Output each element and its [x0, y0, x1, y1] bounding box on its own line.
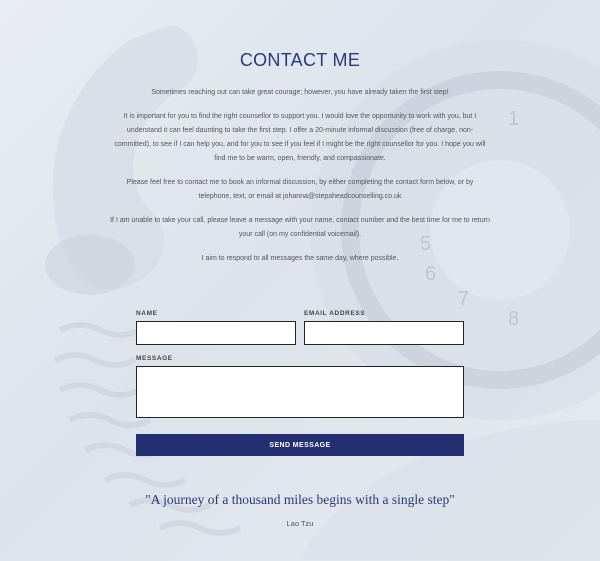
name-label: NAME [136, 310, 158, 317]
intro-text [110, 86, 490, 276]
page-title: CONTACT ME [239, 50, 361, 70]
intro-paragraph: I aim to respond to all messages the same day, where possible. [201, 255, 399, 262]
intro-paragraph: If I am unable to take your call, please leave a message with your name, contact number and the best time for me to return your call (on my confidential voicemail). [110, 217, 490, 238]
quote-author: Lao Tzu [286, 519, 314, 528]
send-message-button[interactable]: SEND MESSAGE [136, 434, 464, 456]
dial-digit-1: 1 [508, 108, 520, 130]
dial-digit-6: 6 [425, 263, 437, 285]
email-label: EMAIL ADDRESS [304, 310, 366, 317]
quote-text: "A journey of a thousand miles begins with a single step" [145, 492, 455, 507]
email-input[interactable] [304, 321, 464, 345]
message-textarea[interactable] [136, 366, 464, 418]
message-label: MESSAGE [136, 355, 173, 362]
intro-paragraph: It is important for you to find the right counsellor to support you. I would love the opportunity to work with you, but I understand it can feel daunting to take the first step. I offer a 20-minute informal discussion (free of charge, non-committed), to see if I can help you, and for you to see if you feel if I might be the right counsellor for you. I hope you will find me to be warm, open, friendly, and compassionate. [114, 113, 486, 162]
name-input[interactable] [136, 321, 296, 345]
dial-digit-5: 5 [420, 233, 432, 255]
dial-digit-8: 8 [508, 308, 520, 330]
intro-paragraph: Please feel free to contact me to book an informal discussion, by either completing the contact form below, or by telephone, text, or email at johanna@stepaheadcounselling.co.uk [126, 179, 474, 200]
dial-digit-7: 7 [458, 288, 470, 310]
intro-paragraph: Sometimes reaching out can take great courage; however, you have already taken the first step! [151, 89, 449, 96]
